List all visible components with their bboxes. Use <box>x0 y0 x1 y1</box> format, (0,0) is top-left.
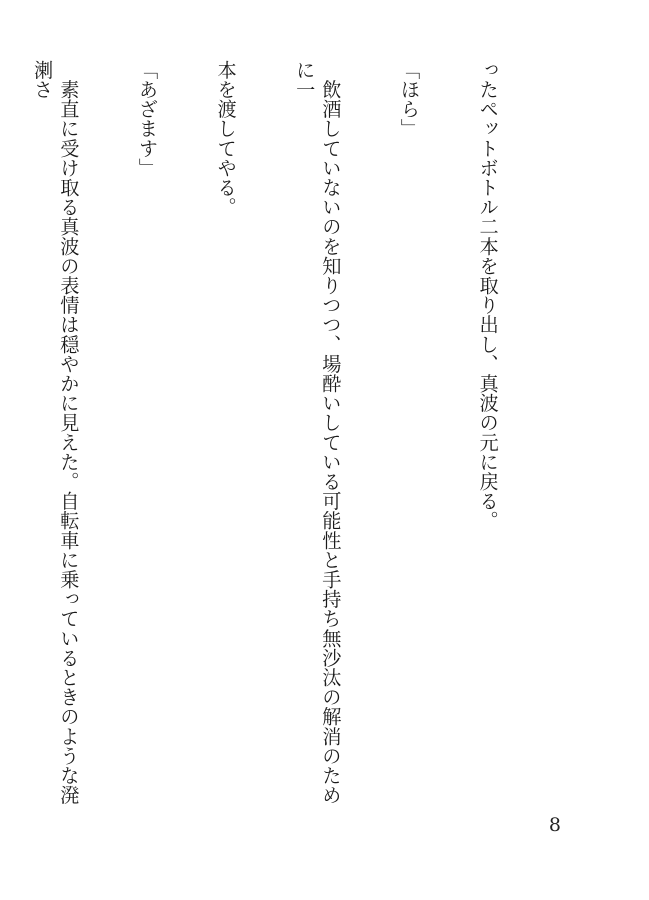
page-number: 8 <box>548 814 561 836</box>
text-line: 「ほら」 <box>397 60 421 139</box>
text-line: 本を渡してやる。 <box>214 60 238 217</box>
body-text <box>31 60 553 820</box>
text-line: 素直に受け取る真波の表情は穏やかに見えた。自転車に乗っているときのような溌溂さ <box>31 60 81 805</box>
text-line: 飲酒していないのを知りつつ、場酔いしている可能性と手持ち無沙汰の解消のために一 <box>293 60 343 805</box>
text-line: 「あざます」 <box>135 60 159 178</box>
text-line: ったペットボトル二本を取り出し、真波の元に戻る。 <box>476 60 500 531</box>
